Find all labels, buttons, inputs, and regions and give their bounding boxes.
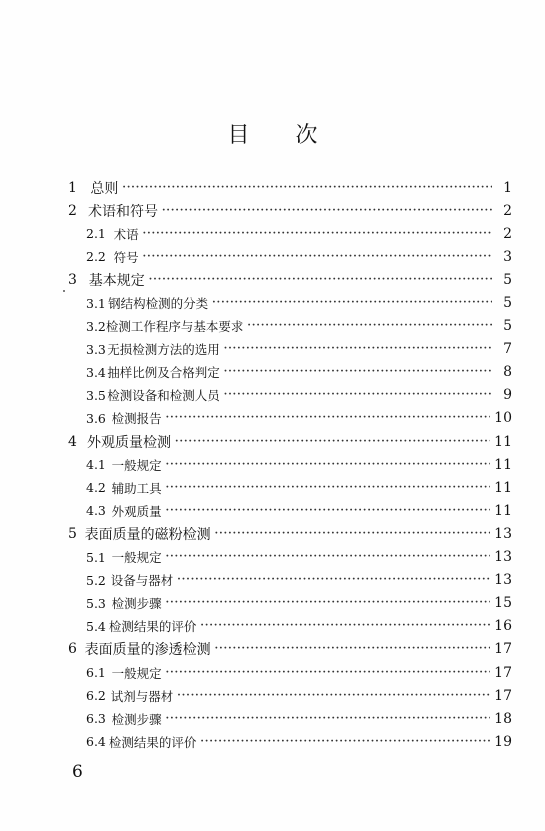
toc-entry-page: 15 xyxy=(494,595,512,612)
toc-entry[interactable] xyxy=(64,407,512,430)
toc-entry-number: 2 xyxy=(68,202,77,219)
toc-entry-number: 3.6 xyxy=(86,410,106,426)
toc-entry[interactable] xyxy=(64,384,512,407)
dot-leader xyxy=(166,552,491,562)
toc-entry-number: 4.3 xyxy=(86,503,106,519)
toc-entry[interactable] xyxy=(64,661,512,684)
toc-entry[interactable] xyxy=(64,684,512,707)
toc-entry-page: 5 xyxy=(503,295,512,312)
toc-entry-number: 2.2 xyxy=(86,249,106,265)
title-char-2: 次 xyxy=(295,123,318,148)
dot-leader xyxy=(177,575,490,585)
dot-leader xyxy=(215,644,491,654)
dot-leader xyxy=(143,252,492,262)
toc-entry-page: 5 xyxy=(503,271,512,288)
toc-entry-number: 3.1 xyxy=(86,295,106,311)
toc-entry-page: 13 xyxy=(494,549,512,566)
toc-entry[interactable] xyxy=(64,315,512,338)
toc-entry-label: 总则 xyxy=(90,180,119,197)
toc-entry-page: 11 xyxy=(494,456,512,473)
dot-leader xyxy=(166,506,491,516)
toc-entry-page: 17 xyxy=(494,687,512,704)
toc-entry-page: 3 xyxy=(503,248,512,265)
dot-leader xyxy=(162,206,492,216)
toc-title xyxy=(0,118,545,149)
toc-entry-label: 一般规定 xyxy=(111,665,162,681)
toc-entry-page: 16 xyxy=(494,618,512,635)
toc-entry-number: 6 xyxy=(68,641,77,658)
toc-entry-label: 一般规定 xyxy=(111,457,162,473)
toc-entry[interactable] xyxy=(64,569,512,592)
toc-entry-page: 2 xyxy=(503,225,512,242)
dot-leader xyxy=(122,183,492,193)
toc-entry[interactable] xyxy=(64,222,512,245)
toc-entry-number: 4.2 xyxy=(86,480,106,496)
toc-entry-page: 13 xyxy=(494,572,512,589)
toc-entry-label: 辅助工具 xyxy=(111,480,162,496)
dot-leader xyxy=(247,321,492,331)
dot-leader xyxy=(166,460,491,470)
toc-entry-number: 5.3 xyxy=(86,595,106,611)
toc-entry-page: 9 xyxy=(503,387,512,404)
toc-entry-label: 检测工作程序与基本要求 xyxy=(105,319,244,335)
dot-leader xyxy=(143,229,492,239)
dot-leader xyxy=(200,737,490,747)
dot-leader xyxy=(175,437,490,447)
toc-entry-number: 6.1 xyxy=(86,665,106,681)
toc-entry-label: 检测步骤 xyxy=(111,596,162,612)
toc-entry-label: 术语和符号 xyxy=(87,203,158,220)
dot-leader xyxy=(224,390,492,400)
toc-entry-label: 试剂与器材 xyxy=(110,688,174,704)
toc-entry-label: 钢结构检测的分类 xyxy=(108,296,209,312)
toc-entry-number: 3.4 xyxy=(86,364,106,380)
toc-entry[interactable] xyxy=(64,615,512,638)
table-of-contents xyxy=(64,176,512,753)
toc-entry-label: 表面质量的渗透检测 xyxy=(84,642,211,659)
toc-entry-page: 11 xyxy=(494,433,512,450)
toc-entry-page: 18 xyxy=(494,710,512,727)
toc-entry-page: 1 xyxy=(503,179,512,196)
toc-entry[interactable] xyxy=(64,638,512,661)
toc-entry-number: 5.4 xyxy=(86,618,106,634)
toc-entry[interactable] xyxy=(64,176,512,199)
toc-entry-number: 3 xyxy=(68,271,77,288)
toc-entry-number: 6.3 xyxy=(86,711,106,727)
toc-entry-page: 10 xyxy=(494,410,512,427)
toc-entry-label: 检测结果的评价 xyxy=(108,619,197,635)
toc-entry[interactable] xyxy=(64,730,512,753)
dot-leader xyxy=(149,275,492,285)
toc-entry[interactable] xyxy=(64,268,512,291)
toc-entry-label: 设备与器材 xyxy=(110,573,174,589)
toc-entry[interactable] xyxy=(64,476,512,499)
toc-entry-number: 6.2 xyxy=(86,688,106,704)
toc-entry-number: 3.5 xyxy=(86,387,106,403)
dot-leader xyxy=(224,367,492,377)
toc-entry-page: 11 xyxy=(494,502,512,519)
toc-entry[interactable] xyxy=(64,546,512,569)
toc-entry[interactable] xyxy=(64,707,512,730)
toc-entry-label: 无损检测方法的选用 xyxy=(107,342,220,358)
toc-entry-page: 17 xyxy=(494,641,512,658)
toc-entry[interactable] xyxy=(64,338,512,361)
toc-entry-label: 检测结果的评价 xyxy=(108,734,197,750)
toc-entry-label: 基本规定 xyxy=(88,272,145,289)
page-number: 6 xyxy=(72,762,83,782)
dot-leader xyxy=(166,598,491,608)
toc-entry-label: 一般规定 xyxy=(111,550,162,566)
toc-entry-label: 术语 xyxy=(113,226,139,242)
toc-entry-number: 1 xyxy=(68,179,77,196)
toc-entry-number: 3.2 xyxy=(86,318,106,334)
toc-entry-label: 检测设备和检测人员 xyxy=(107,388,220,404)
toc-entry-number: 4 xyxy=(68,433,77,450)
toc-entry-number: 5.2 xyxy=(86,572,106,588)
dot-leader xyxy=(215,529,491,539)
toc-entry-label: 检测步骤 xyxy=(111,711,162,727)
title-char-1: 目 xyxy=(227,123,250,148)
toc-entry-number: 6.4 xyxy=(86,734,106,750)
dot-leader xyxy=(166,413,491,423)
toc-entry[interactable] xyxy=(64,361,512,384)
toc-entry-number: 4.1 xyxy=(86,457,106,473)
dot-leader xyxy=(177,691,490,701)
toc-entry-page: 5 xyxy=(503,318,512,335)
toc-entry-number: 5.1 xyxy=(86,549,106,565)
toc-entry-label: 符号 xyxy=(113,249,139,265)
toc-entry[interactable] xyxy=(64,592,512,615)
toc-entry[interactable] xyxy=(64,522,512,545)
toc-entry-page: 8 xyxy=(503,364,512,381)
toc-entry-label: 外观质量 xyxy=(111,503,162,519)
toc-entry-page: 19 xyxy=(494,733,512,750)
toc-entry[interactable] xyxy=(64,499,512,522)
toc-entry-label: 表面质量的磁粉检测 xyxy=(84,526,211,543)
toc-entry-label: 检测报告 xyxy=(111,411,162,427)
dot-leader xyxy=(212,298,492,308)
toc-entry[interactable] xyxy=(64,199,512,222)
dot-leader xyxy=(200,621,490,631)
dot-leader xyxy=(166,483,491,493)
toc-entry[interactable] xyxy=(64,430,512,453)
toc-entry-label: 抽样比例及合格判定 xyxy=(107,365,220,381)
toc-entry-page: 11 xyxy=(494,479,512,496)
toc-entry-number: 3.3 xyxy=(86,341,106,357)
toc-entry-page: 13 xyxy=(494,525,512,542)
toc-entry[interactable] xyxy=(64,291,512,314)
dot-leader xyxy=(166,668,491,678)
dot-leader xyxy=(224,344,492,354)
toc-entry-page: 17 xyxy=(494,664,512,681)
toc-entry-page: 7 xyxy=(503,341,512,358)
dot-leader xyxy=(166,714,491,724)
toc-entry-number: 2.1 xyxy=(86,226,106,242)
toc-entry[interactable] xyxy=(64,453,512,476)
toc-entry-label: 外观质量检测 xyxy=(87,434,172,451)
toc-entry-page: 2 xyxy=(503,202,512,219)
toc-entry[interactable] xyxy=(64,245,512,268)
toc-entry-number: 5 xyxy=(68,525,77,542)
